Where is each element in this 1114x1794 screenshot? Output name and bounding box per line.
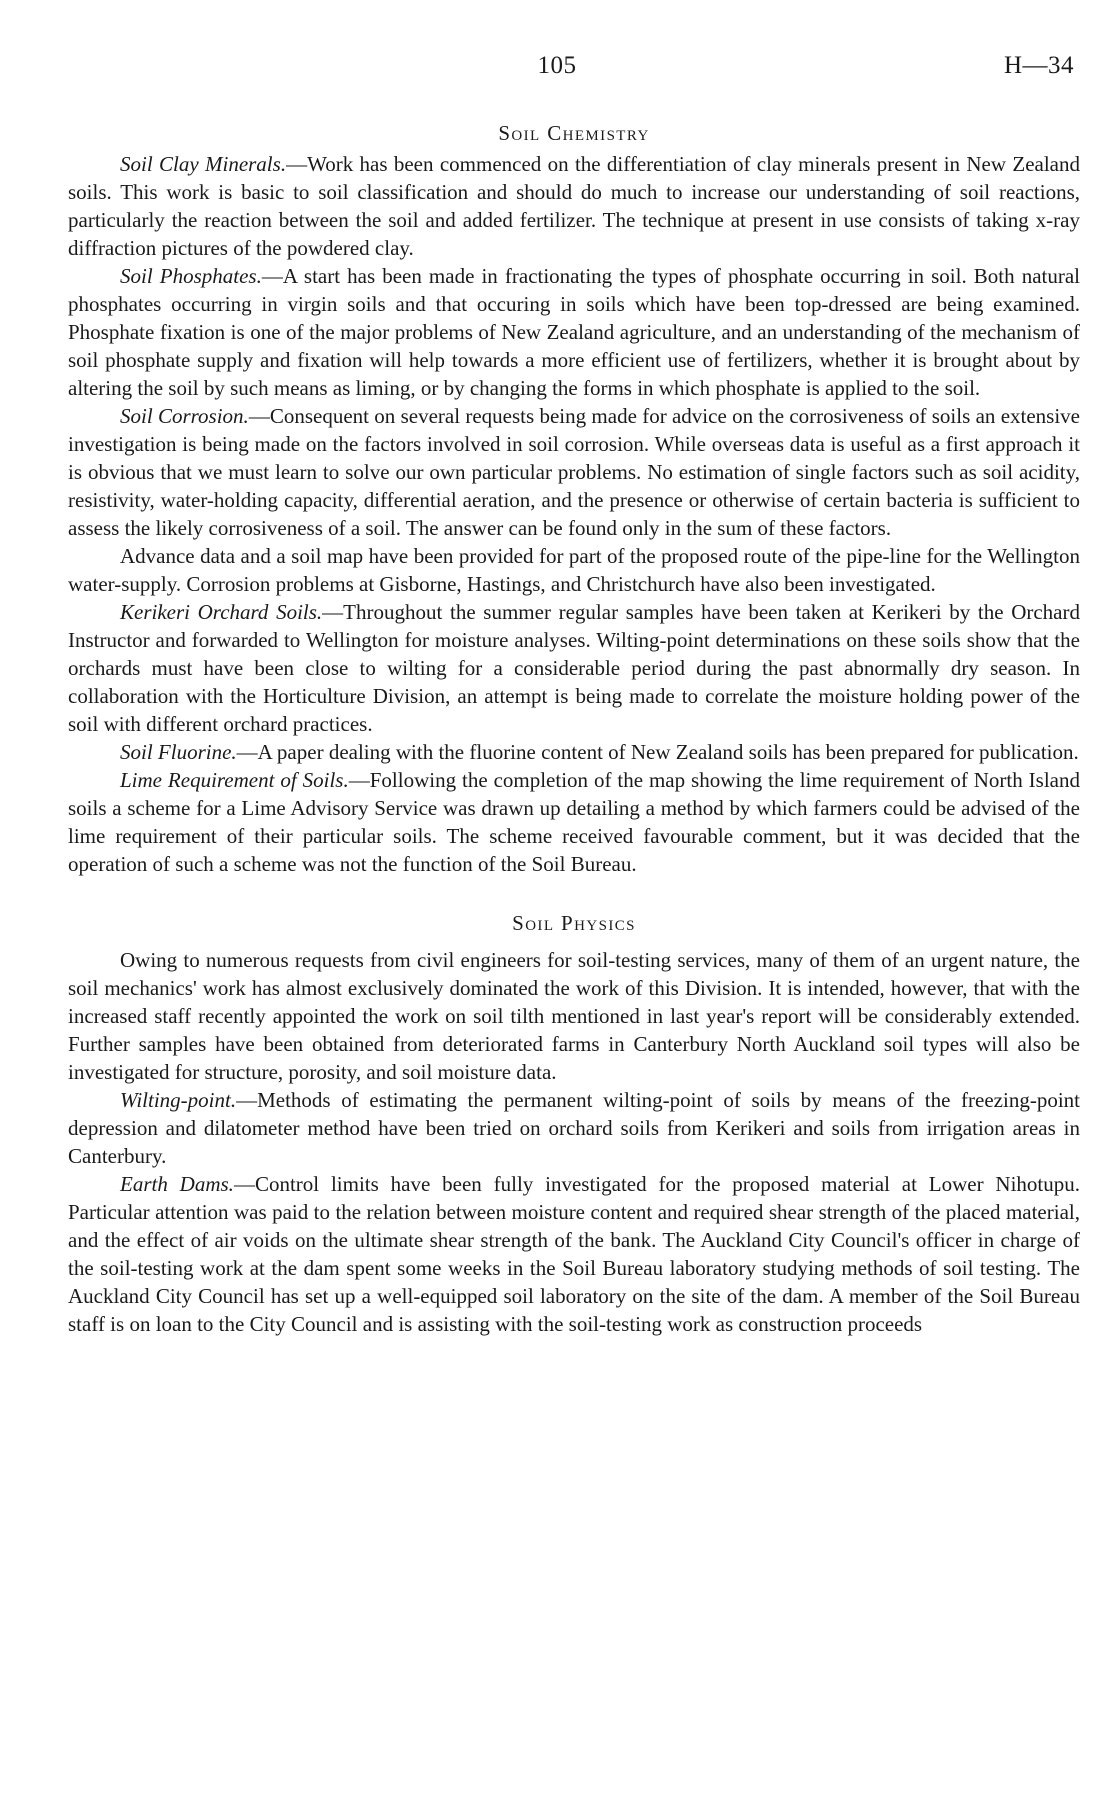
paragraph-lead: Wilting-point. xyxy=(120,1088,237,1112)
paragraph-wilting-point xyxy=(68,1086,1080,1170)
paragraph-text: —A start has been made in fractionating the types of phosphate occurring in soil. Both natural phosphates occurring in virgin soils and that occuring in soils which have been top-dressed are being examined. Phosphate fixation is one of the major problems of New Zealand agriculture, and an understanding of the mechanism of soil phosphate supply and fixation will help towards a more efficient use of fertilizers, whether it is brought about by altering the soil by such means as liming, or by changing the forms in which phosphate is applied to the soil. xyxy=(68,264,1080,400)
page-number: 105 xyxy=(537,52,577,79)
paragraph-lead: Earth Dams. xyxy=(120,1172,234,1196)
paragraph-advance-data xyxy=(68,542,1080,598)
page-body xyxy=(68,118,1080,1338)
paragraph-lime-requirement xyxy=(68,766,1080,878)
paragraph-text: Owing to numerous requests from civil engineers for soil-testing services, many of them of an urgent nature, the soil mechanics' work has almost exclusively dominated the work of this Division. It is intended, however, that with the increased staff recently appointed the work on soil tilth mentioned in last year's report will be considerably extended. Further samples have been obtained from deteriorated farms in Canterbury North Auckland soil types will also be investigated for structure, porosity, and soil moisture data. xyxy=(68,948,1080,1084)
section-heading-soil-chemistry: Soil Chemistry xyxy=(498,121,650,145)
paragraph-text: —Consequent on several requests being made for advice on the corrosiveness of soils an extensive investigation is being made on the factors involved in soil corrosion. While overseas data is useful as a first approach it is obvious that we must learn to solve our own particular problems. No estimation of single factors such as soil acidity, resistivity, water-holding capacity, differential aeration, and the presence or otherwise of certain bacteria is sufficient to assess the likely corrosiveness of a soil. The answer can be found only in the sum of these factors. xyxy=(68,404,1081,540)
paragraph-soil-fluorine xyxy=(68,738,1080,766)
document-code: H—34 xyxy=(1003,52,1074,79)
paragraph-soil-physics-intro xyxy=(68,946,1080,1086)
paragraph-lead: Kerikeri Orchard Soils. xyxy=(120,600,323,624)
paragraph-soil-clay-minerals xyxy=(68,150,1080,262)
paragraph-text: —Following the completion of the map showing the lime requirement of North Island soils a scheme for a Lime Advisory Service was drawn up detailing a method by which farmers could be advised of the lime requirement of their particular soils. The scheme received favourable comment, but it was decided that the operation of such a scheme was not the function of the Soil Bureau. xyxy=(68,768,1080,876)
paragraph-lead: Lime Requirement of Soils. xyxy=(120,768,349,792)
paragraph-text: —A paper dealing with the fluorine content of New Zealand soils has been prepared for publication. xyxy=(236,740,1079,764)
paragraph-lead: Soil Corrosion. xyxy=(120,404,249,428)
paragraph-text: —Control limits have been fully investigated for the proposed material at Lower Nihotupu. Particular attention was paid to the relation between moisture content and required shear strength of the placed material, and the effect of air voids on the ultimate shear strength of the bank. The Auckland City Council's officer in charge of the soil-testing work at the dam spent some weeks in the Soil Bureau laboratory studying methods of soil testing. The Auckland City Council has set up a well-equipped soil laboratory on the site of the dam. A member of the Soil Bureau staff is on loan to the City Council and is assisting with the soil-testing work as construction proceeds xyxy=(68,1172,1080,1336)
paragraph-lead: Soil Fluorine. xyxy=(120,740,237,764)
paragraph-earth-dams xyxy=(68,1170,1080,1338)
paragraph-soil-phosphates xyxy=(68,262,1080,402)
paragraph-soil-corrosion xyxy=(68,402,1080,542)
paragraph-text: Advance data and a soil map have been provided for part of the proposed route of the pipe-line for the Wellington water-supply. Corrosion problems at Gisborne, Hastings, and Christchurch have also been investigated. xyxy=(68,544,1080,596)
section-heading-soil-physics: Soil Physics xyxy=(512,911,636,935)
paragraph-kerikeri-orchard-soils xyxy=(68,598,1080,738)
paragraph-text: —Methods of estimating the permanent wilting-point of soils by means of the freezing-point depression and dilatometer method have been tried on orchard soils from Kerikeri and soils from irrigation areas in Canterbury. xyxy=(68,1088,1080,1168)
paragraph-text: —Throughout the summer regular samples have been taken at Kerikeri by the Orchard Instructor and forwarded to Wellington for moisture analyses. Wilting-point determinations on these soils show that the orchards must have been close to wilting for a considerable period during the past abnormally dry season. In collaboration with the Horticulture Division, an attempt is being made to correlate the moisture holding power of the soil with different orchard practices. xyxy=(68,600,1080,736)
paragraph-lead: Soil Phosphates. xyxy=(120,264,262,288)
paragraph-text: —Work has been commenced on the differentiation of clay minerals present in New Zealand soils. This work is basic to soil classification and should do much to increase our understanding of soil reactions, particularly the reaction between the soil and added fertilizer. The technique at present in use consists of taking x-ray diffraction pictures of the powdered clay. xyxy=(68,152,1080,260)
paragraph-lead: Soil Clay Minerals. xyxy=(120,152,287,176)
